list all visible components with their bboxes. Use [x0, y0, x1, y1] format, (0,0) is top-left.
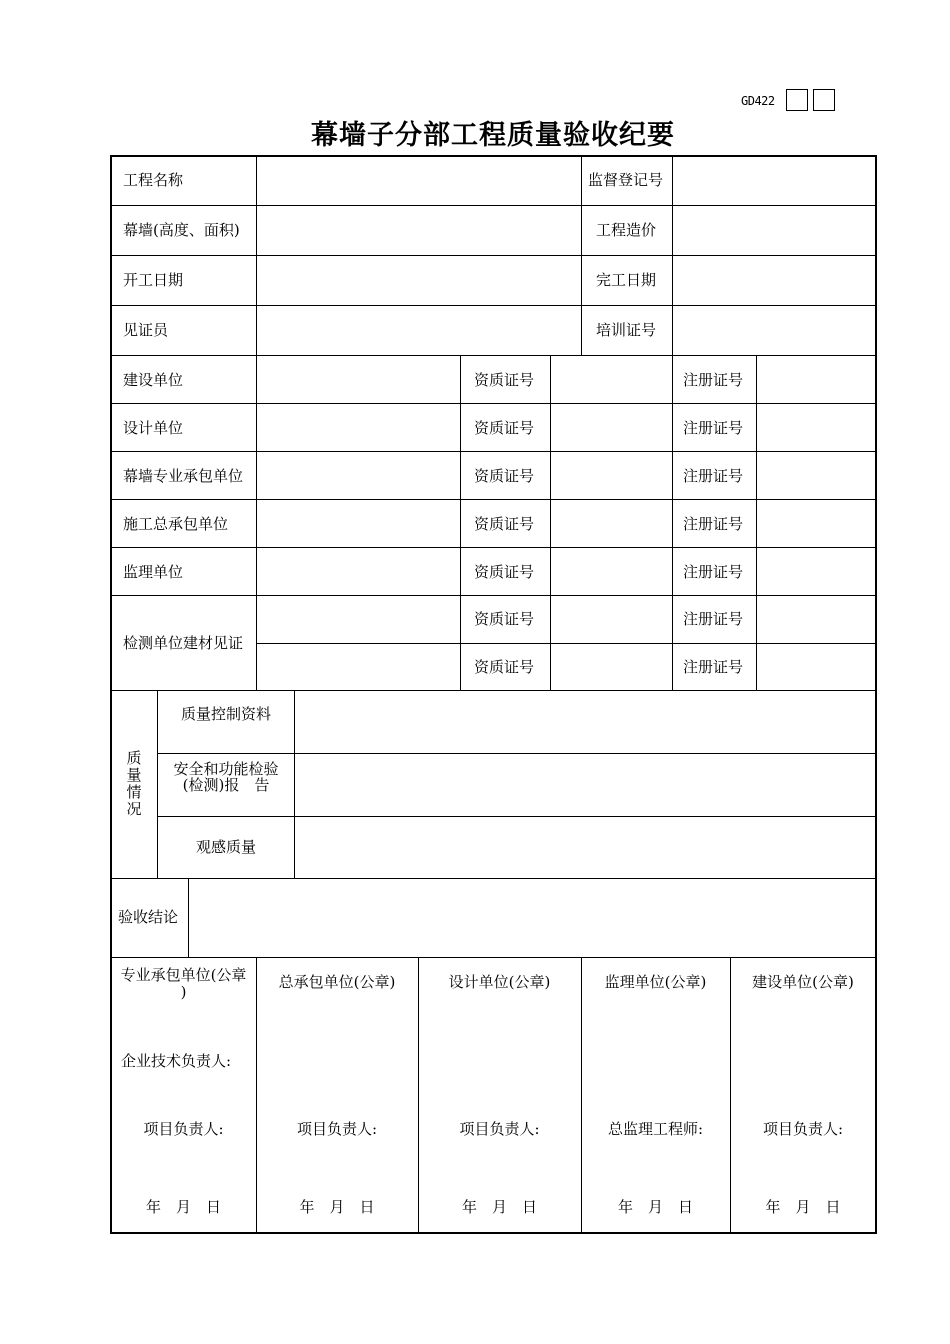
col-divider — [294, 690, 295, 878]
unit-label: 施工总承包单位 — [123, 515, 229, 533]
qualification-label: 资质证号 — [474, 371, 535, 389]
col-divider — [256, 957, 257, 1233]
supervision-no-label: 监督登记号 — [588, 171, 664, 189]
col-divider — [581, 156, 582, 355]
registration-label: 注册证号 — [683, 419, 744, 437]
signature-header: 监理单位(公章) — [604, 973, 707, 991]
qualification-label: 资质证号 — [474, 610, 535, 628]
row-divider — [111, 957, 876, 958]
row-divider — [111, 595, 876, 596]
testing-unit-label: 检测单位建材见证 — [123, 634, 244, 652]
form-code: GD422 — [741, 94, 775, 108]
unit-label: 建设单位 — [123, 371, 184, 389]
qualification-label: 资质证号 — [474, 419, 535, 437]
form-table-frame — [110, 155, 877, 1234]
row-divider — [157, 753, 876, 754]
conclusion-label: 验收结论 — [118, 908, 179, 926]
row-divider — [157, 816, 876, 817]
row-divider — [111, 255, 876, 256]
signature-person: 项目负责人: — [459, 1120, 540, 1138]
row-divider — [111, 403, 876, 404]
row-divider — [111, 451, 876, 452]
end-date-label: 完工日期 — [596, 271, 657, 289]
witness-label: 见证员 — [123, 321, 169, 339]
col-divider — [188, 878, 189, 957]
signature-header-line2: ) — [180, 983, 187, 1001]
signature-header: 专业承包单位(公章 — [120, 966, 247, 984]
col-divider — [256, 156, 257, 690]
signature-date: 年 月 日 — [461, 1198, 537, 1216]
quality-section-label — [125, 750, 143, 818]
signature-person: 总监理工程师: — [607, 1120, 704, 1138]
quality-item-label: 观感质量 — [195, 838, 256, 856]
signature-header: 设计单位(公章) — [448, 973, 551, 991]
col-divider — [460, 355, 461, 690]
col-divider — [581, 957, 582, 1233]
form-code-box-2[interactable] — [813, 89, 835, 111]
row-divider — [111, 878, 876, 879]
signature-date: 年 月 日 — [617, 1198, 693, 1216]
signature-person: 项目负责人: — [143, 1120, 224, 1138]
col-divider — [672, 156, 673, 355]
col-divider — [672, 355, 673, 690]
project-name-label: 工程名称 — [123, 171, 184, 189]
signature-date: 年 月 日 — [765, 1198, 841, 1216]
row-divider — [111, 547, 876, 548]
registration-label: 注册证号 — [683, 467, 744, 485]
training-no-label: 培训证号 — [596, 321, 657, 339]
row-divider — [111, 355, 876, 356]
qualification-label: 资质证号 — [474, 563, 535, 581]
signature-header: 建设单位(公章) — [752, 973, 854, 991]
registration-label: 注册证号 — [683, 610, 744, 628]
quality-item-label: 安全和功能检验 — [173, 760, 279, 778]
signature-person: 项目负责人: — [296, 1120, 378, 1138]
qualification-label: 资质证号 — [474, 467, 535, 485]
quality-item-label-line2: (检测)报 告 — [182, 776, 270, 794]
col-divider — [418, 957, 419, 1233]
signature-person: 项目负责人: — [762, 1120, 844, 1138]
registration-label: 注册证号 — [683, 563, 744, 581]
quality-section-text: 质量情况 — [126, 749, 142, 818]
registration-label: 注册证号 — [683, 515, 744, 533]
row-divider — [256, 643, 876, 644]
signature-date: 年 月 日 — [299, 1198, 375, 1216]
col-divider — [550, 355, 551, 690]
cost-label: 工程造价 — [596, 221, 657, 239]
unit-label: 监理单位 — [123, 563, 184, 581]
start-date-label: 开工日期 — [123, 271, 184, 289]
unit-label: 幕墙专业承包单位 — [123, 467, 244, 485]
col-divider — [730, 957, 731, 1233]
row-divider — [111, 205, 876, 206]
form-code-box-1[interactable] — [786, 89, 808, 111]
registration-label: 注册证号 — [683, 371, 744, 389]
curtain-wall-label: 幕墙(高度、面积) — [123, 221, 240, 239]
technical-lead-label: 企业技术负责人: — [121, 1052, 232, 1070]
registration-label: 注册证号 — [683, 658, 744, 676]
qualification-label: 资质证号 — [474, 515, 535, 533]
row-divider — [111, 690, 876, 691]
row-divider — [111, 305, 876, 306]
quality-item-label: 质量控制资料 — [180, 705, 271, 723]
col-divider — [756, 355, 757, 690]
signature-header: 总承包单位(公章) — [278, 973, 396, 991]
signature-date: 年 月 日 — [145, 1198, 221, 1216]
row-divider — [111, 499, 876, 500]
qualification-label: 资质证号 — [474, 658, 535, 676]
unit-label: 设计单位 — [123, 419, 184, 437]
form-title: 幕墙子分部工程质量验收纪要 — [311, 120, 675, 151]
